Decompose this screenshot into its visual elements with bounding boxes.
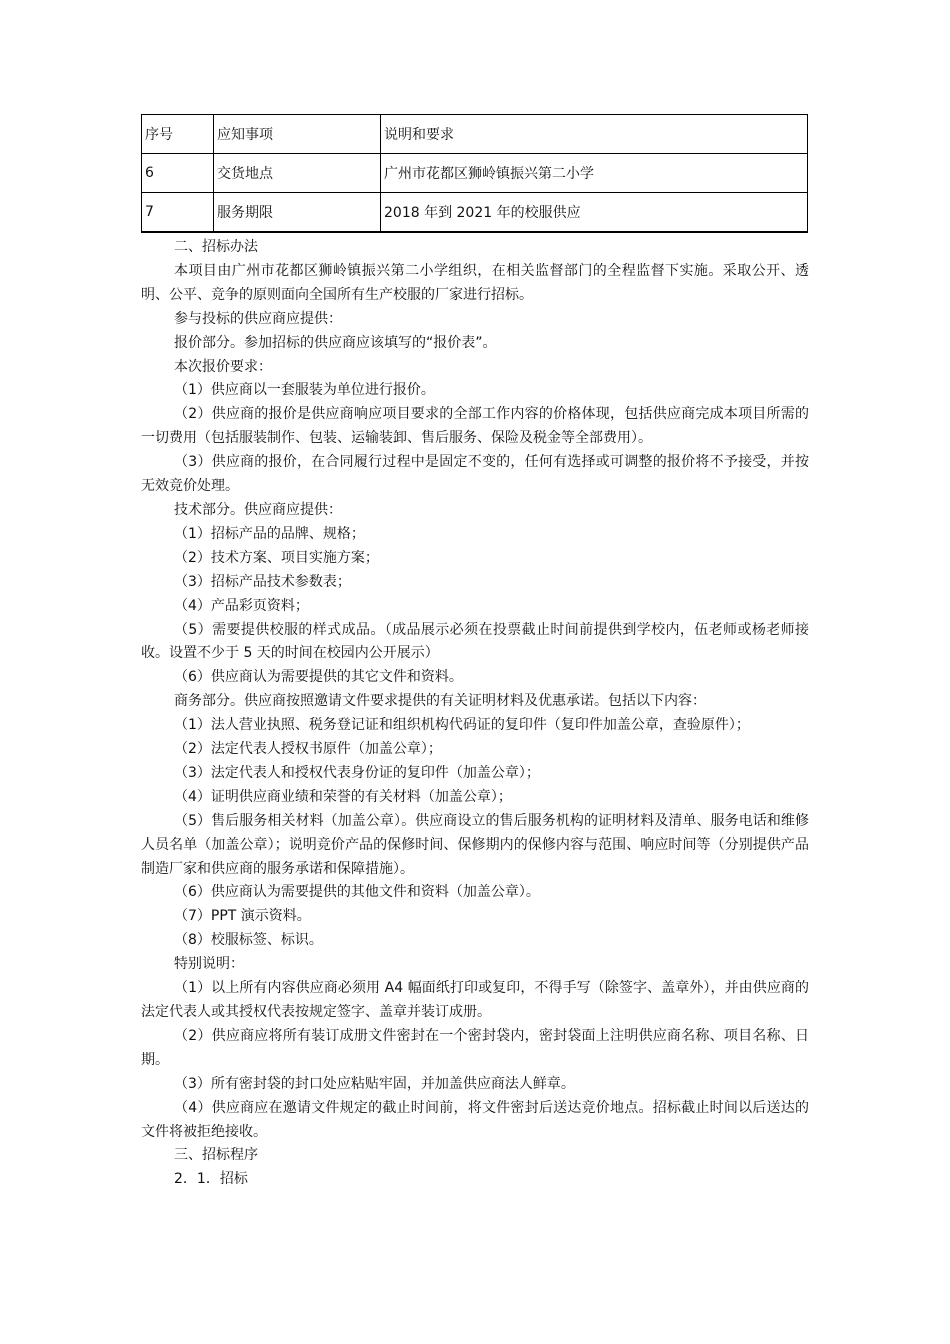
paragraph: 报价部分。参加招标的供应商应该填写的“报价表”。 [174,334,497,351]
list-item: （4）产品彩页资料； [174,597,309,614]
list-item: （3）所有密封袋的封口处应粘贴牢固，并加盖供应商法人鲜章。 [174,1075,575,1092]
list-item: （3）法定代表人和授权代表身份证的复印件（加盖公章）； [174,764,540,781]
table-cell: 广州市花都区狮岭镇振兴第二小学 [381,154,808,193]
table-cell: 服务期限 [214,193,381,232]
paragraph: 商务部分。供应商按照邀请文件要求提供的有关证明材料及优惠承诺。包括以下内容： [174,693,706,710]
list-item: （7）PPT 演示资料。 [174,908,311,925]
list-item: （1）招标产品的品牌、规格； [174,525,365,542]
paragraph: 技术部分。供应商应提供： [174,501,342,518]
list-item: （1）供应商以一套服装为单位进行报价。 [174,382,435,399]
paragraph: 本项目由广州市花都区狮岭镇振兴第二小学组织，在相关监督部门的全程监督下实施。采取公开、透明、公平、竞争的原则面向全国所有生产校服的厂家进行招标。 [141,262,809,303]
section-heading: 二、招标办法 [174,239,258,255]
table-header-cell: 应知事项 [214,115,381,154]
paragraph: 参与投标的供应商应提供： [174,310,342,327]
list-item: （3）招标产品技术参数表； [174,573,351,590]
list-item: （1）以上所有内容供应商必须用 A4 幅面纸打印或复印，不得手写（除签字、盖章外），并由供应商的法定代表人或其授权代表按规定签字、盖章并装订成册。 [141,980,809,1020]
list-item: （2）供应商应将所有装订成册文件密封在一个密封袋内，密封袋面上注明供应商名称、项目名称、日期。 [141,1027,809,1068]
list-item: （3）供应商的报价，在合同履行过程中是固定不变的，任何有选择或可调整的报价将不予接受，并按无效竞价处理。 [141,454,809,495]
table-header-row [142,115,808,154]
subsection-heading: 2．1．招标 [174,1171,248,1188]
list-item: （1）法人营业执照、税务登记证和组织机构代码证的复印件（复印件加盖公章，查验原件）； [174,717,750,734]
section-heading: 三、招标程序 [174,1147,258,1164]
table-cell: 交货地点 [214,154,381,193]
list-item: （4）证明供应商业绩和荣誉的有关材料（加盖公章）； [174,788,512,805]
table-header-cell: 序号 [142,115,214,154]
list-item: （4）供应商应在邀请文件规定的截止时间前，将文件密封后送达竞价地点。招标截止时间以后送达的文件将被拒绝接收。 [141,1099,809,1140]
paragraph: 本次报价要求： [174,358,272,375]
table-row [142,193,808,232]
paragraph: 特别说明： [174,956,244,973]
requirements-table [141,114,808,233]
table-cell: 7 [142,193,214,232]
list-item: （2）法定代表人授权书原件（加盖公章）； [174,741,442,758]
list-item: （2）供应商的报价是供应商响应项目要求的全部工作内容的价格体现，包括供应商完成本项目所需的一切费用（包括服装制作、包装、运输装卸、售后服务、保险及税金等全部费用）。 [141,406,809,447]
list-item: （2）技术方案、项目实施方案； [174,549,379,566]
list-item: （8）校服标签、标识。 [174,932,323,949]
list-item: （5）需要提供校服的样式成品。（成品展示必须在投票截止时间前提供到学校内，伍老师或杨老师接收。设置不少于 5 天的时间在校园内公开展示） [141,621,809,662]
table-row [142,154,808,193]
table-cell: 6 [142,154,214,193]
table-header-cell: 说明和要求 [381,115,808,154]
document-body [141,236,809,1192]
list-item: （6）供应商认为需要提供的其他文件和资料（加盖公章）。 [174,884,540,901]
list-item: （6）供应商认为需要提供的其它文件和资料。 [174,669,463,686]
table-cell: 2018 年到 2021 年的校服供应 [381,193,808,232]
list-item: （5）售后服务相关材料（加盖公章）。供应商设立的售后服务机构的证明材料及清单、服务电话和维修人员名单（加盖公章）；说明竞价产品的保修时间、保修期内的保修内容与范围、响应时间等（分别提供产品制造厂家和供应商的服务承诺和保障措施）。 [141,812,809,877]
